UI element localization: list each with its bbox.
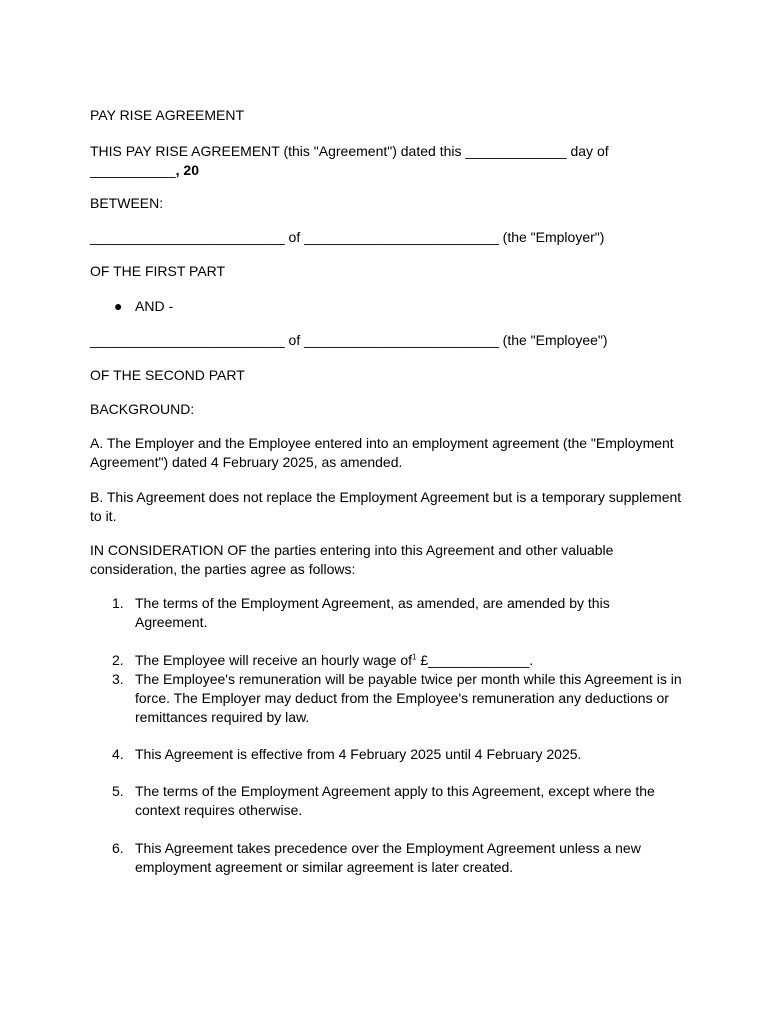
clause-number: 4.	[112, 746, 124, 762]
clause-6	[90, 839, 682, 877]
clause-text: This Agreement takes precedence over the Employment Agreement unless a new employment agreement or similar agreement is later created.	[135, 840, 641, 875]
clause-text	[135, 651, 682, 670]
clause-number: 3.	[112, 671, 124, 687]
intro-month-blank: ___________	[90, 162, 176, 178]
clause-5	[90, 782, 682, 820]
second-part-label: OF THE SECOND PART	[90, 367, 245, 383]
clause-text: The terms of the Employment Agreement apply to this Agreement, except where the context requires otherwise.	[135, 783, 655, 818]
clause-text: The Employee's remuneration will be payable twice per month while this Agreement is in force. The Employer may deduct from the Employee's remuneration any deductions or remittances required by law.	[135, 671, 682, 725]
intro-line-2	[90, 161, 199, 180]
recital-b: B. This Agreement does not replace the Employment Agreement but is a temporary supplement to it.	[90, 489, 682, 524]
first-part-label: OF THE FIRST PART	[90, 263, 226, 279]
intro-line-1: THIS PAY RISE AGREEMENT (this "Agreement") dated this _____________ day of	[90, 143, 609, 159]
footnote-marker[interactable]: 1	[412, 652, 417, 662]
clause-number: 1.	[112, 595, 124, 611]
document-title: PAY RISE AGREEMENT	[90, 107, 245, 123]
clause-1	[90, 594, 682, 632]
clause-2-text-before: The Employee will receive an hourly wage of	[135, 652, 413, 668]
clause-4	[90, 745, 682, 764]
intro-year: , 20	[175, 162, 200, 178]
clause-2	[90, 651, 682, 670]
employee-line: _________________________ of _________________________ (the "Employee")	[90, 332, 608, 348]
employer-line: _________________________ of _________________________ (the "Employer")	[90, 229, 605, 245]
recital-a: A. The Employer and the Employee entered into an employment agreement (the "Employment Agreement") dated 4 February 2025, as amended.	[90, 435, 674, 470]
clause-3	[90, 670, 682, 727]
background-heading: BACKGROUND:	[90, 401, 195, 417]
clause-2-text-after: £_____________.	[416, 652, 534, 668]
bullet-icon: ●	[114, 298, 123, 314]
between-heading: BETWEEN:	[90, 195, 164, 211]
clause-text: This Agreement is effective from 4 February 2025 until 4 February 2025.	[135, 746, 582, 762]
clause-number: 2.	[112, 652, 124, 668]
clause-text: The terms of the Employment Agreement, as amended, are amended by this Agreement.	[135, 595, 610, 630]
clause-number: 5.	[112, 783, 124, 799]
clause-number: 6.	[112, 840, 124, 856]
and-text: AND -	[135, 298, 174, 314]
consideration-paragraph: IN CONSIDERATION OF the parties entering into this Agreement and other valuable consideration, the parties agree as follows:	[90, 542, 614, 577]
